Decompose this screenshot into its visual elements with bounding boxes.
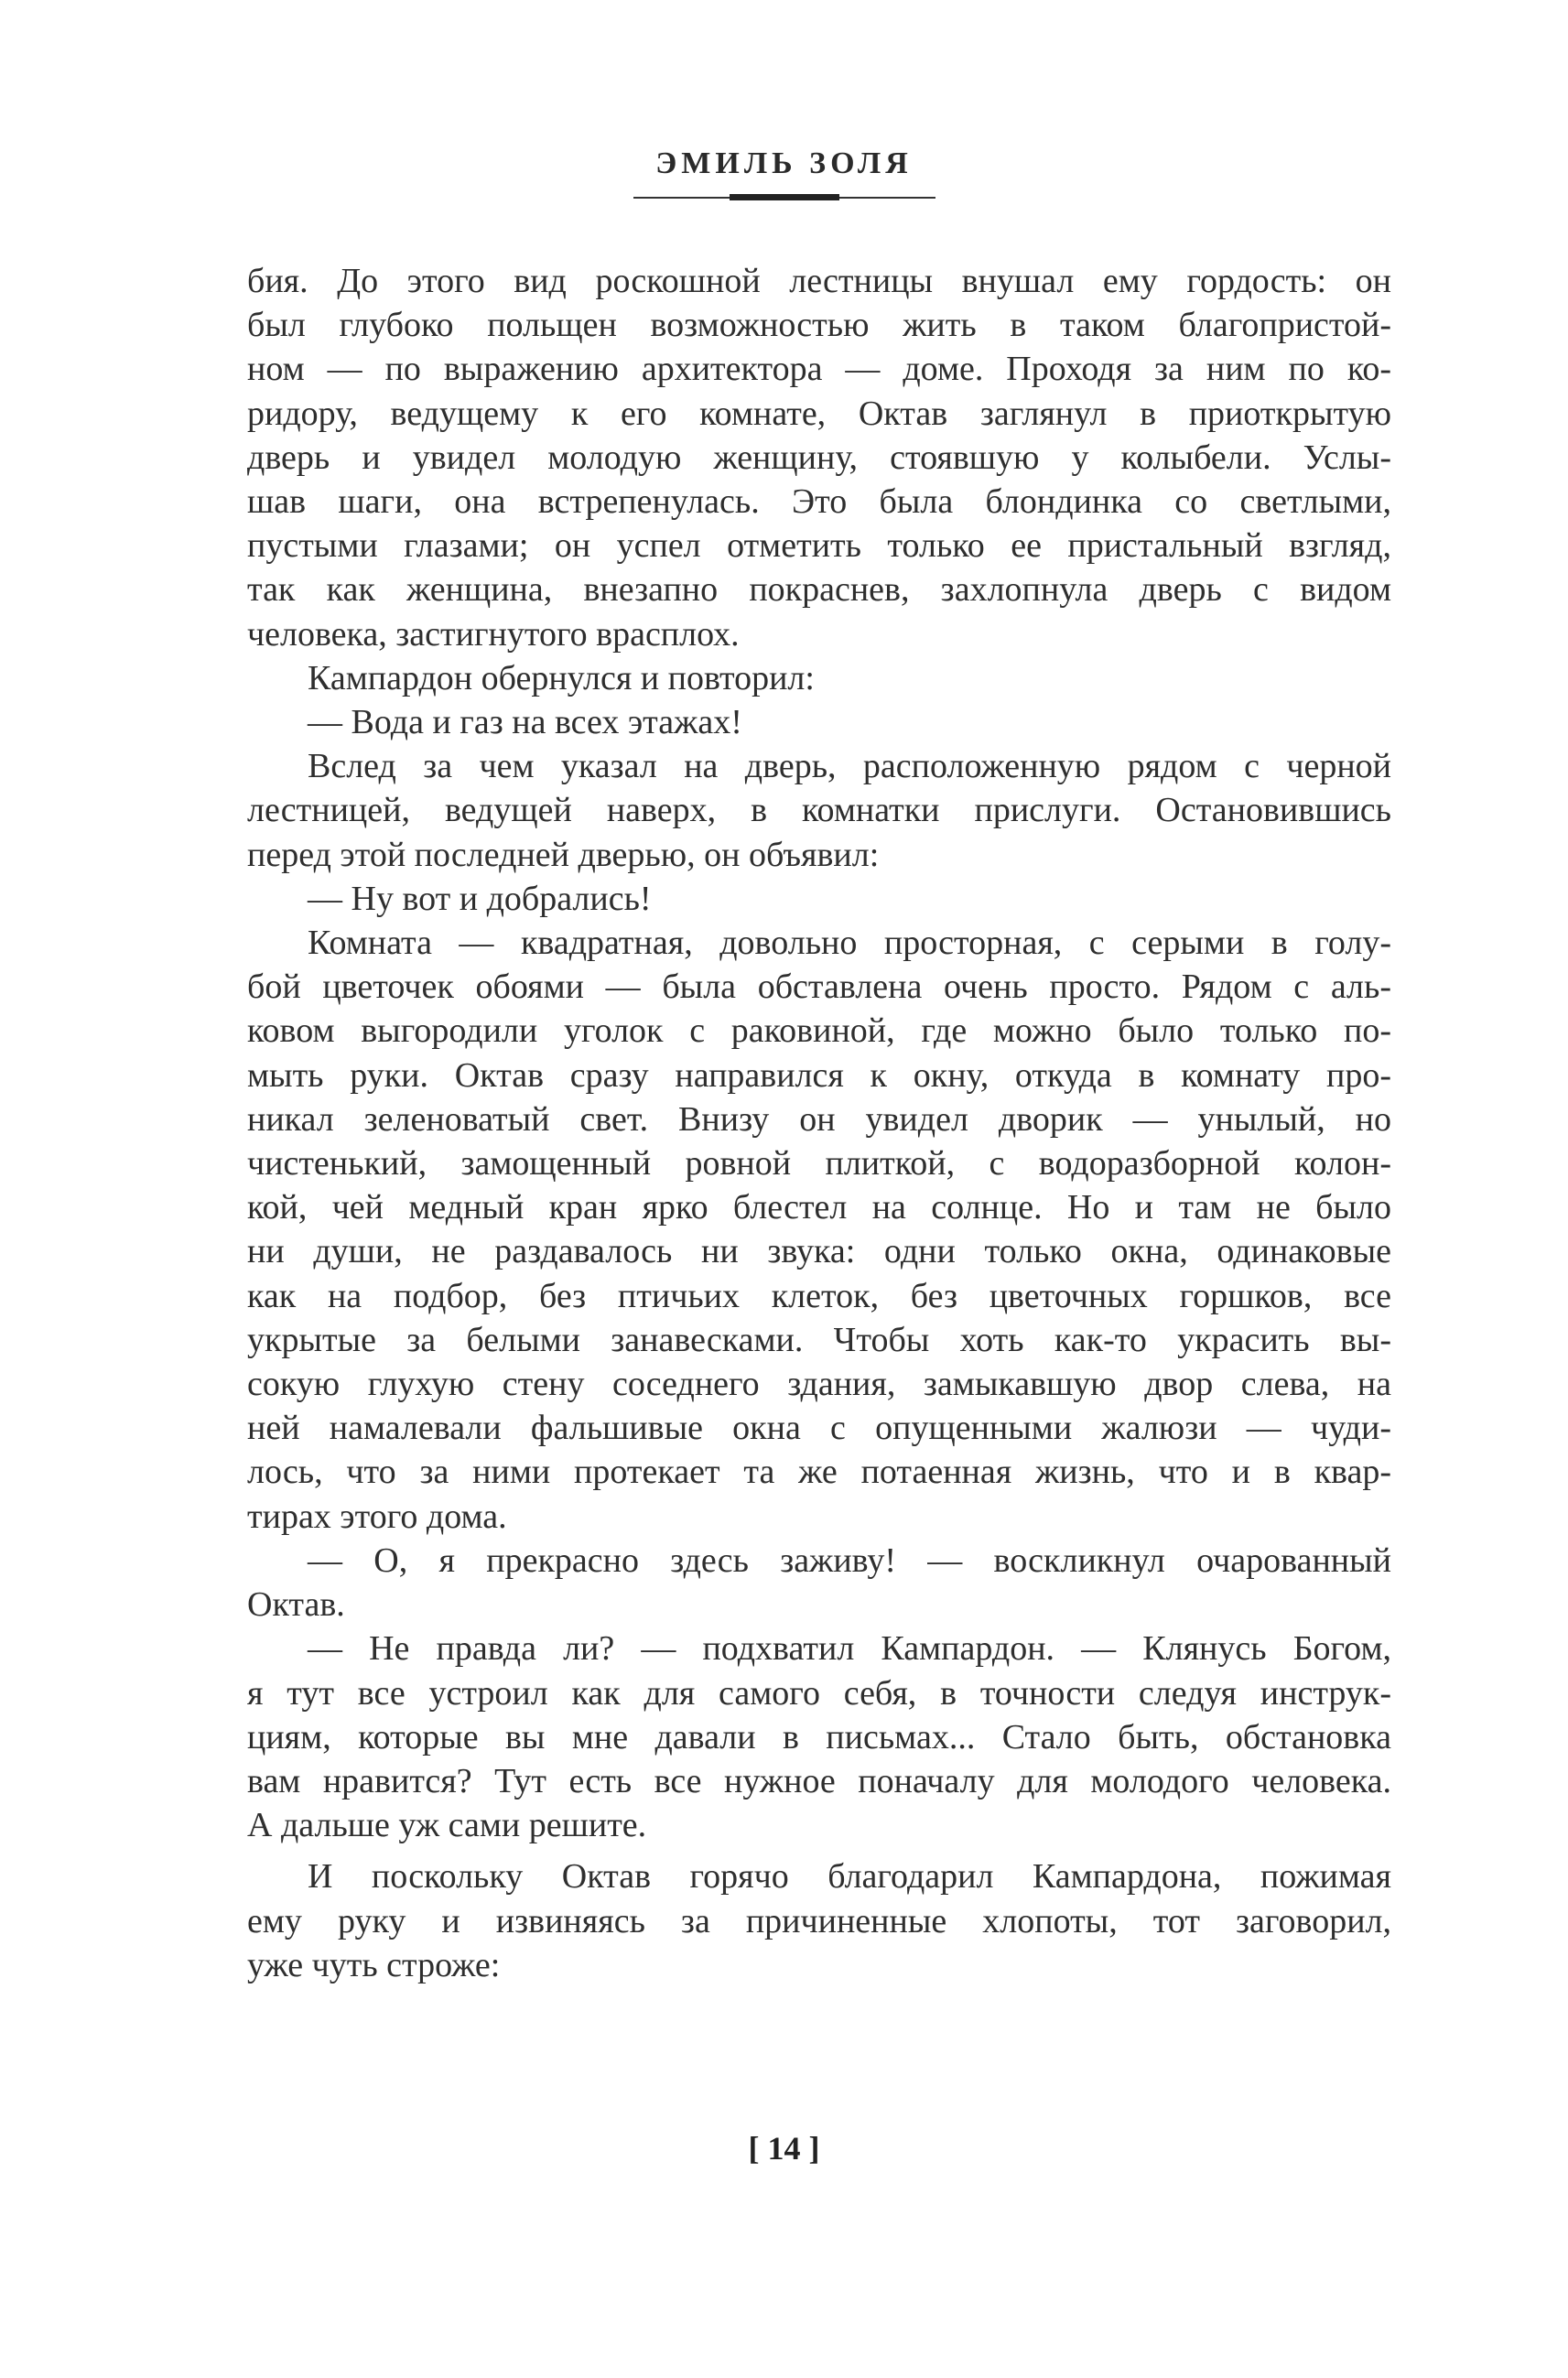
text-line: сокую глухую стену соседнего здания, замыкавшую двор слева, на: [247, 1365, 1391, 1404]
text-line: И поскольку Октав горячо благодарил Кампардона, пожимая: [308, 1857, 1391, 1897]
text-line: — Не правда ли? — подхватил Кампардон. — Клянусь Богом,: [308, 1629, 1391, 1669]
text-line: ном — по выражению архитектора — доме. Проходя за ним по ко-: [247, 350, 1391, 389]
page-number: [ 14 ]: [748, 2130, 820, 2167]
text-line: Кампардон обернулся и повторил:: [308, 658, 815, 697]
paragraph: [247, 1854, 1391, 1987]
running-header: [0, 146, 1568, 203]
text-line: перед этой последней дверью, он объявил:: [247, 835, 880, 874]
author-name: ЭМИЛЬ ЗОЛЯ: [655, 146, 913, 180]
text-line: — Ну вот и добрались!: [308, 879, 652, 918]
page-body-text: [247, 259, 1391, 1987]
text-line: мыть руки. Октав сразу направился к окну, откуда в комнату про-: [247, 1055, 1391, 1095]
text-line: ковом выгородили уголок с раковиной, где можно было только по-: [247, 1011, 1391, 1051]
text-line: ридору, ведущему к его комнате, Октав заглянул в приоткрытую: [247, 394, 1391, 433]
text-line: пустыми глазами; он успел отметить только ее пристальный взгляд,: [247, 526, 1391, 566]
text-line: был глубоко польщен возможностью жить в таком благопристой-: [247, 306, 1391, 345]
text-line: Октав.: [247, 1585, 345, 1625]
text-line: шав шаги, она встрепенулась. Это была блондинка со светлыми,: [247, 482, 1391, 522]
text-line: циям, которые вы мне давали в письмах... Стало быть, обстановка: [247, 1717, 1391, 1756]
paragraph: [247, 744, 1391, 877]
paragraph: [247, 259, 1391, 656]
paragraph: [247, 877, 1391, 921]
text-line: бой цветочек обоями — была обставлена очень просто. Рядом с аль-: [247, 967, 1391, 1007]
paragraph: [247, 1539, 1391, 1627]
text-line: бия. До этого вид роскошной лестницы внушал ему гордость: он: [247, 262, 1391, 300]
text-line: я тут все устроил как для самого себя, в точности следуя инструк-: [247, 1673, 1391, 1713]
text-line: как на подбор, без птичьих клеток, без цветочных горшков, все: [247, 1276, 1391, 1315]
text-line: ни души, не раздавалось ни звука: одни только окна, одинаковые: [247, 1232, 1391, 1271]
text-line: ней намалевали фальшивые окна с опущенными жалюзи — чуди-: [247, 1409, 1391, 1448]
text-line: лось, что за ними протекает та же потаенная жизнь, что и в квар-: [247, 1453, 1391, 1492]
paragraph: [247, 1627, 1391, 1847]
text-line: ему руку и извиняясь за причиненные хлопоты, тот заговорил,: [247, 1901, 1391, 1940]
text-line: Комната — квадратная, довольно просторная, с серыми в голу-: [308, 924, 1391, 963]
text-line: чистенький, замощенный ровной плиткой, с водоразборной колон-: [247, 1144, 1391, 1184]
text-line: Вслед за чем указал на дверь, расположенную рядом с черной: [308, 747, 1391, 786]
text-line: лестницей, ведущей наверх, в комнатки прислуги. Остановившись: [247, 791, 1391, 830]
text-line: дверь и увидел молодую женщину, стоявшую у колыбели. Услы-: [247, 438, 1391, 477]
paragraph: [247, 656, 1391, 700]
header-ornament-rule: [633, 192, 935, 203]
text-line: так как женщина, внезапно покраснев, захлопнула дверь с видом: [247, 570, 1391, 610]
paragraph-gap: [247, 1847, 1391, 1854]
text-line: уже чуть строже:: [247, 1945, 501, 1984]
text-line: укрытые за белыми занавесками. Чтобы хоть как-то украсить вы-: [247, 1320, 1391, 1359]
text-line: человека, застигнутого врасплох.: [247, 614, 740, 654]
text-line: — О, я прекрасно здесь заживу! — воскликнул очарованный: [308, 1540, 1391, 1580]
text-line: кой, чей медный кран ярко блестел на солнце. Но и там не было: [247, 1188, 1391, 1227]
paragraph: [247, 921, 1391, 1539]
text-line: — Вода и газ на всех этажах!: [308, 703, 742, 742]
text-line: никал зеленоватый свет. Внизу он увидел дворик — унылый, но: [247, 1099, 1391, 1139]
text-line: тирах этого дома.: [247, 1497, 507, 1536]
header-rule-thick: [730, 194, 839, 200]
paragraph: [247, 700, 1391, 744]
text-line: вам нравится? Тут есть все нужное поначалу для молодого человека.: [247, 1761, 1391, 1800]
text-line: А дальше уж сами решите.: [247, 1806, 647, 1845]
